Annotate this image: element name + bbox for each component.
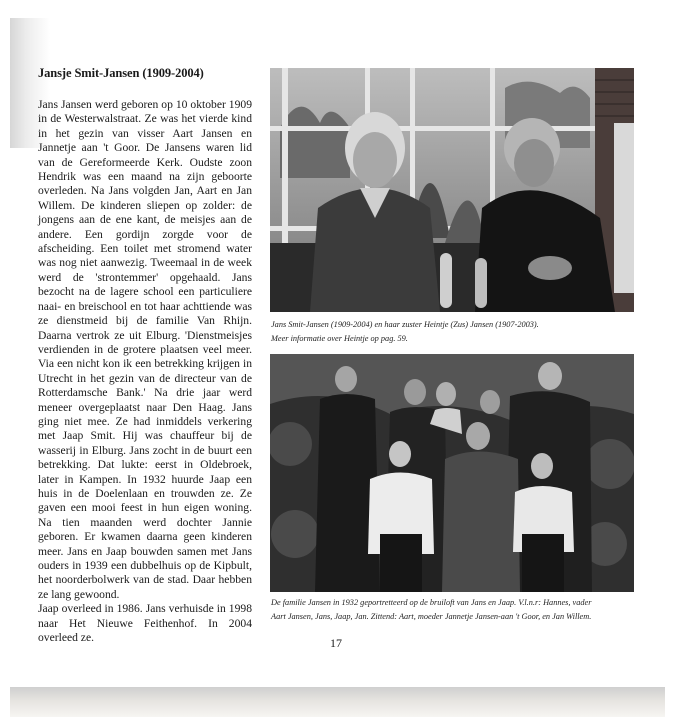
article-paragraph: Jaap overleed in 1986. Jans verhuisde in 1998 naar Het Nieuwe Feithenhof. In 2004 overleed ze. xyxy=(38,602,252,645)
photo-caption xyxy=(271,596,641,624)
photo-caption xyxy=(271,318,641,346)
caption-line: Jans Smit-Jansen (1909-2004) en haar zuster Heintje (Zus) Jansen (1907-2003). xyxy=(271,320,539,329)
page-number: 17 xyxy=(330,636,342,650)
caption-line: Aart Jansen, Jans, Jaap, Jan. Zittend: Aart, moeder Jannetje Jansen-aan 't Goor, en Jan Willem. xyxy=(271,612,592,621)
scan-shadow-bottom xyxy=(10,687,665,717)
photo-sisters xyxy=(270,68,634,312)
caption-line: Meer informatie over Heintje op pag. 59. xyxy=(271,334,408,343)
photo-family-portrait xyxy=(270,354,634,592)
article-body xyxy=(38,98,252,645)
article-title: Jansje Smit-Jansen (1909-2004) xyxy=(38,66,204,80)
caption-line: De familie Jansen in 1932 geportretteerd op de bruiloft van Jans en Jaap. V.l.n.r: Hannes, vader xyxy=(271,598,592,607)
article-paragraph: Jans Jansen werd geboren op 10 oktober 1909 in de Westerwalstraat. Ze was het vierde kind in het gezin van visser Aart Jansen en Jannetje aan 't Goor. De Jansens waren lid van de Gereformeerde Kerk. Oudste zoon Hendrik was een maand na zijn geboorte overleden. Na Jans volgden Jan, Aart en Jan Willem. De kinderen sliepen op zolder: de jongens aan de ene kant, de meisjes aan de andere. Een gordijn zorgde voor de afscheiding. Een toilet met stromend water was nog niet aanwezig. Tweemaal in de week werd de 'strontemmer' opgehaald. Jans bezocht na de lagere school een particuliere naai- en breischool en tot haar achttiende was ze dienstmeid bij de familie Van Rhijn. Daarna vertrok ze uit Elburg. 'Dienstmeisjes verdienden in de grotere plaatsen veel meer. Via een nicht kon ik een betrekking krijgen in Utrecht in het gezin van de directeur van de Rotterdamsche Bank.' Na drie jaar werd meneer overgeplaatst naar Den Haag. Jans ging niet mee. Ze had inmiddels verkering met Jaap Smit. Hij was chauffeur bij de wasserij in Elburg. Jans zocht in de buurt een betrekking. Dat lukte: eerst in Oldebroek, later in Kampen. In 1932 huurde Jaap een huis in de Doelenlaan en trouwden ze. Ze gaven een mooi feest in hun eigen woning. Na tien maanden werd dochter Jannie geboren. Er kwamen daarna geen kinderen meer. Jans en Jaap bouwden samen met Jans ouders in 1939 een dubbelhuis op de Kipbult, het noorderbolwerk van de stad. Daar hebben ze lang gewoond. xyxy=(38,98,252,601)
